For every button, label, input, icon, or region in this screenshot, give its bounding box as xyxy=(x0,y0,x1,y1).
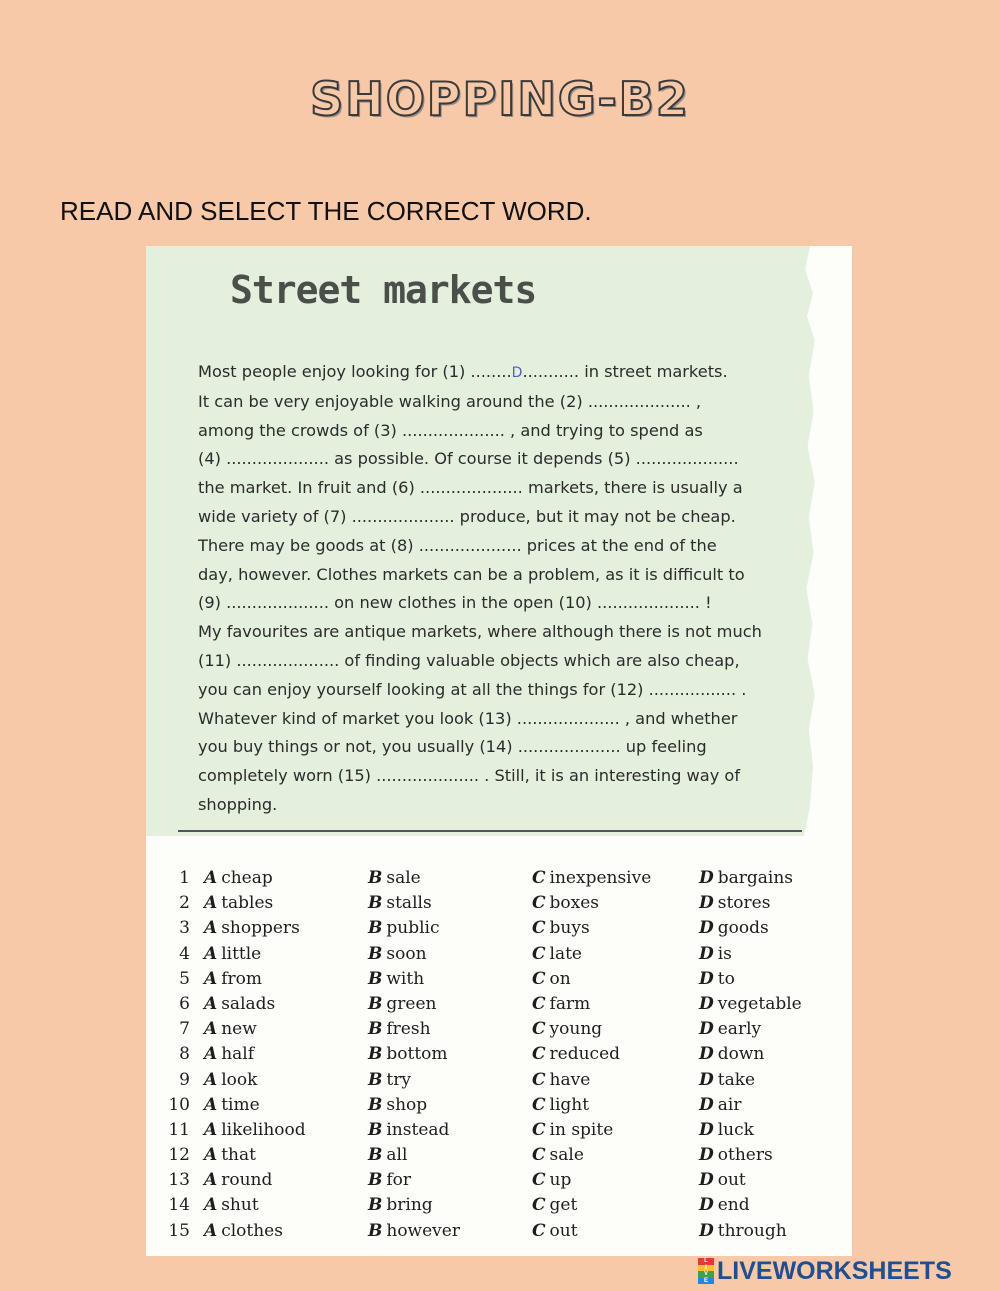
logo-icon-letter: L xyxy=(698,1258,714,1265)
option-d xyxy=(699,1195,750,1215)
option-c xyxy=(532,1195,577,1215)
option-word: however xyxy=(386,1220,460,1241)
option-word: bring xyxy=(386,1195,433,1216)
option-c xyxy=(532,918,590,938)
question-number: 12 xyxy=(168,1145,190,1166)
question-number: 14 xyxy=(168,1195,190,1216)
option-row xyxy=(168,1145,828,1170)
passage-text: you can enjoy yourself looking at all the things for (12) ................. . xyxy=(198,679,747,699)
option-word: out xyxy=(717,1170,746,1191)
option-word: young xyxy=(549,1019,603,1040)
option-word: buys xyxy=(549,918,590,939)
option-row xyxy=(168,1044,828,1069)
option-letter: B xyxy=(368,893,383,914)
passage-line xyxy=(198,589,788,618)
option-d xyxy=(699,944,732,964)
option-word: out xyxy=(549,1220,578,1241)
logo-text: LIVEWORKSHEETS xyxy=(717,1256,952,1285)
option-letter: A xyxy=(204,868,218,888)
passage-text: ........... in street markets. xyxy=(522,362,728,381)
option-b xyxy=(368,1195,433,1215)
option-b xyxy=(368,1145,407,1165)
option-letter: C xyxy=(532,893,546,914)
option-c xyxy=(532,1044,620,1064)
option-c xyxy=(532,1145,584,1165)
option-b xyxy=(368,1221,460,1241)
option-letter: D xyxy=(699,1119,714,1140)
option-letter: D xyxy=(699,1220,714,1241)
option-c xyxy=(532,868,651,888)
passage-text: My favourites are antique markets, where although there is not much xyxy=(198,622,762,642)
option-word: time xyxy=(221,1094,260,1115)
option-a xyxy=(204,893,273,913)
passage-text: It can be very enjoyable walking around the (2) .................... , xyxy=(198,391,702,411)
option-a xyxy=(204,1095,260,1115)
option-letter: B xyxy=(368,1220,383,1241)
question-number: 8 xyxy=(179,1044,190,1065)
option-word: with xyxy=(386,968,425,989)
option-row xyxy=(168,893,828,918)
option-word: likelihood xyxy=(221,1119,306,1140)
option-word: inexpensive xyxy=(549,868,652,888)
option-d xyxy=(699,868,793,888)
option-word: up xyxy=(549,1170,572,1191)
option-b xyxy=(368,969,424,989)
passage-line xyxy=(198,733,788,762)
option-d xyxy=(699,1095,741,1115)
logo-icon-letter: I xyxy=(698,1265,714,1272)
option-letter: B xyxy=(368,1069,383,1090)
option-letter: B xyxy=(368,943,383,964)
options-table xyxy=(168,868,828,1246)
option-word: in spite xyxy=(549,1119,614,1140)
passage-line xyxy=(198,445,788,474)
option-letter: B xyxy=(368,968,383,989)
option-word: that xyxy=(221,1145,256,1166)
option-word: end xyxy=(717,1195,750,1216)
option-word: fresh xyxy=(386,1019,431,1040)
option-word: to xyxy=(717,968,735,989)
option-word: farm xyxy=(549,993,591,1014)
instruction-text: READ AND SELECT THE CORRECT WORD. xyxy=(60,196,592,226)
option-word: vegetable xyxy=(717,993,802,1014)
option-letter: C xyxy=(532,1170,546,1191)
article-title: Street markets xyxy=(230,268,537,312)
option-letter: C xyxy=(532,968,546,989)
option-letter: B xyxy=(368,918,383,939)
option-word: new xyxy=(221,1019,257,1040)
option-letter: B xyxy=(368,868,383,888)
option-letter: A xyxy=(204,1019,218,1040)
option-word: sale xyxy=(386,868,421,888)
option-word: take xyxy=(717,1069,756,1090)
option-word: cheap xyxy=(221,868,273,888)
option-letter: A xyxy=(204,968,218,989)
torn-edge xyxy=(792,246,852,836)
option-letter: A xyxy=(204,993,218,1014)
passage-line xyxy=(198,762,788,791)
option-a xyxy=(204,1145,256,1165)
option-word: have xyxy=(549,1069,591,1090)
option-word: from xyxy=(221,968,262,989)
option-b xyxy=(368,944,427,964)
option-word: luck xyxy=(717,1119,754,1140)
option-word: bottom xyxy=(386,1044,448,1065)
question-number: 1 xyxy=(179,868,190,888)
option-word: get xyxy=(549,1195,578,1216)
article-panel xyxy=(146,246,852,836)
passage-text: Most people enjoy looking for (1) ........ xyxy=(198,362,512,381)
option-letter: D xyxy=(699,868,714,888)
option-a xyxy=(204,1044,254,1064)
option-letter: C xyxy=(532,943,546,964)
option-letter: D xyxy=(699,993,714,1014)
option-d xyxy=(699,1145,773,1165)
option-row xyxy=(168,1120,828,1145)
option-word: bargains xyxy=(717,868,794,888)
option-a xyxy=(204,868,273,888)
passage-text: shopping. xyxy=(198,794,278,814)
logo-icon-letter: V xyxy=(698,1271,714,1278)
passage-text: among the crowds of (3) .................... , and trying to spend as xyxy=(198,420,703,440)
option-letter: B xyxy=(368,1195,383,1216)
option-row xyxy=(168,944,828,969)
option-letter: B xyxy=(368,1119,383,1140)
option-word: try xyxy=(386,1069,411,1090)
option-a xyxy=(204,1170,272,1190)
option-word: tables xyxy=(221,893,274,914)
passage-text: you buy things or not, you usually (14) .................... up feeling xyxy=(198,737,707,757)
option-b xyxy=(368,918,439,938)
option-word: for xyxy=(386,1170,412,1191)
option-word: green xyxy=(386,993,437,1014)
option-letter: A xyxy=(204,893,218,914)
option-word: late xyxy=(549,943,582,964)
option-d xyxy=(699,893,770,913)
option-word: instead xyxy=(386,1119,450,1140)
option-c xyxy=(532,944,582,964)
option-letter: A xyxy=(204,1119,218,1140)
option-letter: A xyxy=(204,1195,218,1216)
option-d xyxy=(699,918,769,938)
option-b xyxy=(368,1120,449,1140)
option-letter: A xyxy=(204,1044,218,1065)
option-row xyxy=(168,868,828,893)
question-number: 2 xyxy=(179,893,190,914)
option-b xyxy=(368,1019,431,1039)
option-word: public xyxy=(386,918,440,939)
option-row xyxy=(168,1095,828,1120)
option-c xyxy=(532,1221,578,1241)
option-row xyxy=(168,918,828,943)
option-d xyxy=(699,1019,761,1039)
option-word: stores xyxy=(717,893,771,914)
option-b xyxy=(368,1095,427,1115)
option-b xyxy=(368,868,421,888)
option-letter: B xyxy=(368,1019,383,1040)
option-row xyxy=(168,969,828,994)
option-a xyxy=(204,1019,257,1039)
option-letter: A xyxy=(204,1220,218,1241)
option-a xyxy=(204,1120,306,1140)
option-word: others xyxy=(717,1145,773,1166)
question-number: 11 xyxy=(168,1119,190,1140)
option-c xyxy=(532,1019,602,1039)
option-word: boxes xyxy=(549,893,600,914)
option-word: half xyxy=(221,1044,255,1065)
passage-line xyxy=(198,618,788,647)
option-word: through xyxy=(717,1220,787,1241)
passage-line xyxy=(198,474,788,503)
passage-line xyxy=(198,791,788,820)
option-b xyxy=(368,893,432,913)
option-letter: C xyxy=(532,1094,546,1115)
option-a xyxy=(204,1070,257,1090)
option-row xyxy=(168,1070,828,1095)
option-letter: D xyxy=(699,1195,714,1216)
option-row xyxy=(168,994,828,1019)
option-letter: C xyxy=(532,1069,546,1090)
option-letter: A xyxy=(204,1170,218,1191)
option-letter: A xyxy=(204,1145,218,1166)
question-number: 4 xyxy=(179,943,190,964)
option-c xyxy=(532,1095,589,1115)
option-letter: C xyxy=(532,1145,546,1166)
option-letter: D xyxy=(699,1069,714,1090)
option-letter: D xyxy=(699,1019,714,1040)
option-b xyxy=(368,1070,411,1090)
passage-line xyxy=(198,676,788,705)
option-word: light xyxy=(549,1094,590,1115)
option-letter: C xyxy=(532,1119,546,1140)
option-c xyxy=(532,969,571,989)
article-passage xyxy=(198,358,788,820)
option-a xyxy=(204,918,300,938)
option-word: shop xyxy=(386,1094,428,1115)
passage-line xyxy=(198,532,788,561)
option-letter: D xyxy=(699,968,714,989)
option-row xyxy=(168,1019,828,1044)
option-a xyxy=(204,944,261,964)
option-c xyxy=(532,1170,571,1190)
option-d xyxy=(699,994,802,1014)
option-letter: A xyxy=(204,1069,218,1090)
passage-line xyxy=(198,417,788,446)
question-number: 13 xyxy=(168,1170,190,1191)
passage-line xyxy=(198,503,788,532)
passage-text: (11) .................... of finding valuable objects which are also cheap, xyxy=(198,650,740,670)
option-word: reduced xyxy=(549,1044,621,1065)
passage-text: completely worn (15) .................... . Still, it is an interesting way of xyxy=(198,766,741,786)
option-word: stalls xyxy=(386,893,432,914)
option-d xyxy=(699,969,735,989)
worksheet-scan xyxy=(146,246,852,1256)
handwritten-answer: D xyxy=(511,365,523,381)
option-letter: D xyxy=(699,1170,714,1191)
option-letter: D xyxy=(699,1044,714,1065)
option-row xyxy=(168,1195,828,1220)
passage-text: There may be goods at (8) .................... prices at the end of the xyxy=(198,535,717,555)
option-b xyxy=(368,1044,448,1064)
option-word: clothes xyxy=(221,1220,283,1241)
question-number: 9 xyxy=(179,1069,190,1090)
option-letter: B xyxy=(368,993,383,1014)
option-a xyxy=(204,1221,283,1241)
option-letter: C xyxy=(532,993,546,1014)
question-number: 15 xyxy=(168,1220,190,1241)
passage-text: the market. In fruit and (6) .................... markets, there is usually a xyxy=(198,478,743,498)
option-word: air xyxy=(717,1094,742,1115)
option-letter: D xyxy=(699,1094,714,1115)
option-c xyxy=(532,1070,590,1090)
option-a xyxy=(204,994,275,1014)
passage-line xyxy=(198,705,788,734)
passage-text: wide variety of (7) .................... produce, but it may not be cheap. xyxy=(198,506,736,526)
question-number: 7 xyxy=(179,1019,190,1040)
option-b xyxy=(368,994,436,1014)
question-number: 5 xyxy=(179,968,190,989)
option-word: shut xyxy=(221,1195,259,1216)
option-word: all xyxy=(386,1145,408,1166)
passage-line xyxy=(198,358,788,388)
question-number: 6 xyxy=(179,993,190,1014)
option-row xyxy=(168,1170,828,1195)
option-letter: B xyxy=(368,1094,383,1115)
option-d xyxy=(699,1070,755,1090)
option-letter: C xyxy=(532,1019,546,1040)
option-c xyxy=(532,1120,613,1140)
option-letter: C xyxy=(532,868,546,888)
option-word: round xyxy=(221,1170,273,1191)
option-letter: B xyxy=(368,1170,383,1191)
option-word: salads xyxy=(221,993,276,1014)
passage-text: (9) .................... on new clothes in the open (10) .................... ! xyxy=(198,593,712,613)
option-b xyxy=(368,1170,411,1190)
logo-icon-letter: E xyxy=(698,1278,714,1285)
option-letter: C xyxy=(532,1044,546,1065)
option-word: early xyxy=(717,1019,762,1040)
option-letter: C xyxy=(532,1195,546,1216)
passage-line xyxy=(198,561,788,590)
option-word: sale xyxy=(549,1145,584,1166)
page-title: SHOPPING-B2 xyxy=(310,72,690,126)
option-letter: B xyxy=(368,1145,383,1166)
passage-line xyxy=(198,388,788,417)
option-d xyxy=(699,1044,764,1064)
question-number: 10 xyxy=(168,1094,190,1115)
option-row xyxy=(168,1221,828,1246)
option-a xyxy=(204,969,262,989)
option-c xyxy=(532,893,599,913)
divider xyxy=(178,830,802,832)
option-letter: B xyxy=(368,1044,383,1065)
option-d xyxy=(699,1170,746,1190)
option-d xyxy=(699,1120,754,1140)
option-word: little xyxy=(221,943,262,964)
option-word: shoppers xyxy=(221,918,300,939)
option-letter: A xyxy=(204,943,218,964)
option-letter: D xyxy=(699,1145,714,1166)
option-word: is xyxy=(717,943,732,964)
liveworksheets-logo xyxy=(698,1256,952,1286)
option-word: on xyxy=(549,968,571,989)
option-letter: D xyxy=(699,893,714,914)
option-letter: D xyxy=(699,918,714,939)
option-letter: C xyxy=(532,1220,546,1241)
option-d xyxy=(699,1221,787,1241)
liveworksheets-icon xyxy=(698,1258,714,1284)
option-letter: D xyxy=(699,943,714,964)
passage-text: (4) .................... as possible. Of course it depends (5) .................... xyxy=(198,449,739,469)
passage-text: day, however. Clothes markets can be a problem, as it is difficult to xyxy=(198,564,745,584)
option-word: goods xyxy=(717,918,769,939)
option-letter: C xyxy=(532,918,546,939)
option-a xyxy=(204,1195,259,1215)
option-c xyxy=(532,994,590,1014)
option-letter: A xyxy=(204,918,218,939)
question-number: 3 xyxy=(179,918,190,939)
option-letter: A xyxy=(204,1094,218,1115)
option-word: soon xyxy=(386,943,427,964)
passage-line xyxy=(198,647,788,676)
option-word: look xyxy=(221,1069,258,1090)
option-word: down xyxy=(717,1044,765,1065)
passage-text: Whatever kind of market you look (13) .................... , and whether xyxy=(198,708,738,728)
